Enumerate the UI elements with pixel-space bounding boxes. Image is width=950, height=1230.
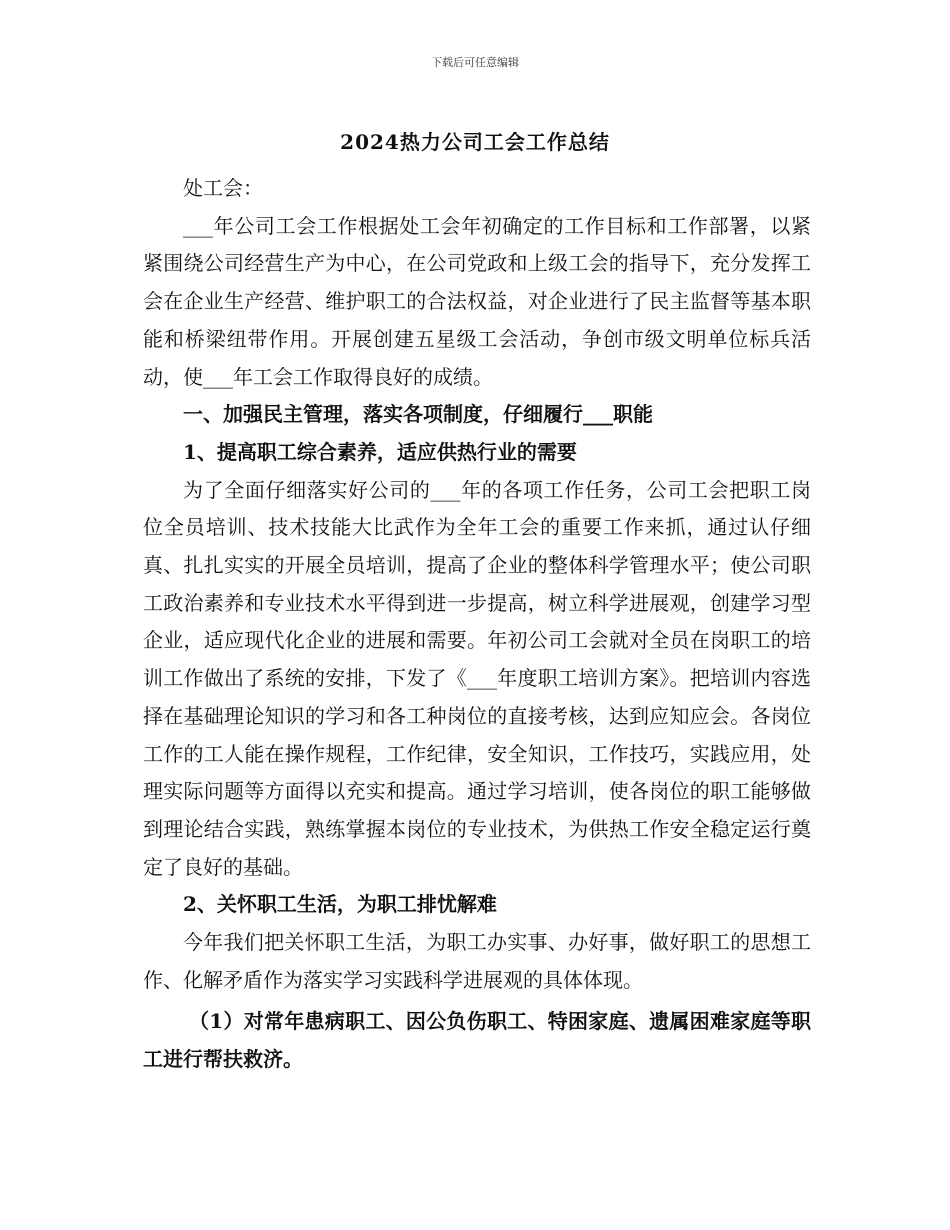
section-heading-1: 一、加强民主管理，落实各项制度，仔细履行___职能 (183, 402, 653, 427)
page-header: 下载后可任意编辑 (431, 56, 519, 69)
subsection-paragraph-2: 今年我们把关怀职工生活，为职工办实事、办好事，做好职工的思想工作、化解矛盾作为落实学习实践科学进展观的具体体现。 (143, 930, 811, 992)
document-body (143, 170, 811, 1079)
document-title: 2024热力公司工会工作总结 (340, 130, 610, 154)
subsection-heading-2: 2、关怀职工生活，为职工排忧解难 (183, 892, 497, 917)
salutation: 处工会： (183, 176, 263, 200)
item-heading-1: （1）对常年患病职工、因公负伤职工、特困家庭、遗属困难家庭等职工进行帮扶救济。 (143, 1009, 811, 1072)
intro-paragraph: ___年公司工会工作根据处工会年初确定的工作目标和工作部署，以紧紧围绕公司经营生产为中心，在公司党政和上级工会的指导下，充分发挥工会在企业生产经营、维护职工的合法权益，对企业进行了民主监督等基本职能和桥梁纽带作用。开展创建五星级工会活动，争创市级文明单位标兵活动，使___年工会工作取得良好的成绩。 (143, 213, 811, 389)
subsection-paragraph-1: 为了全面仔细落实好公司的___年的各项工作任务，公司工会把职工岗位全员培训、技术技能大比武作为全年工会的重要工作来抓，通过认仔细真、扎扎实实的开展全员培训，提高了企业的整体科学管理水平；使公司职工政治素养和专业技术水平得到进一步提高，树立科学进展观，创建学习型企业，适应现代化企业的进展和需要。年初公司工会就对全员在岗职工的培训工作做出了系统的安排，下发了《___年度职工培训方案》。把培训内容选择在基础理论知识的学习和各工种岗位的直接考核，达到应知应会。各岗位工作的工人能在操作规程，工作纪律，安全知识，工作技巧，实践应用，处理实际问题等方面得以充实和提高。通过学习培训，使各岗位的职工能够做到理论结合实践，熟练掌握本岗位的专业技术，为供热工作安全稳定运行奠定了良好的基础。 (143, 477, 811, 879)
subsection-heading-1: 1、提高职工综合素养，适应供热行业的需要 (183, 439, 577, 464)
